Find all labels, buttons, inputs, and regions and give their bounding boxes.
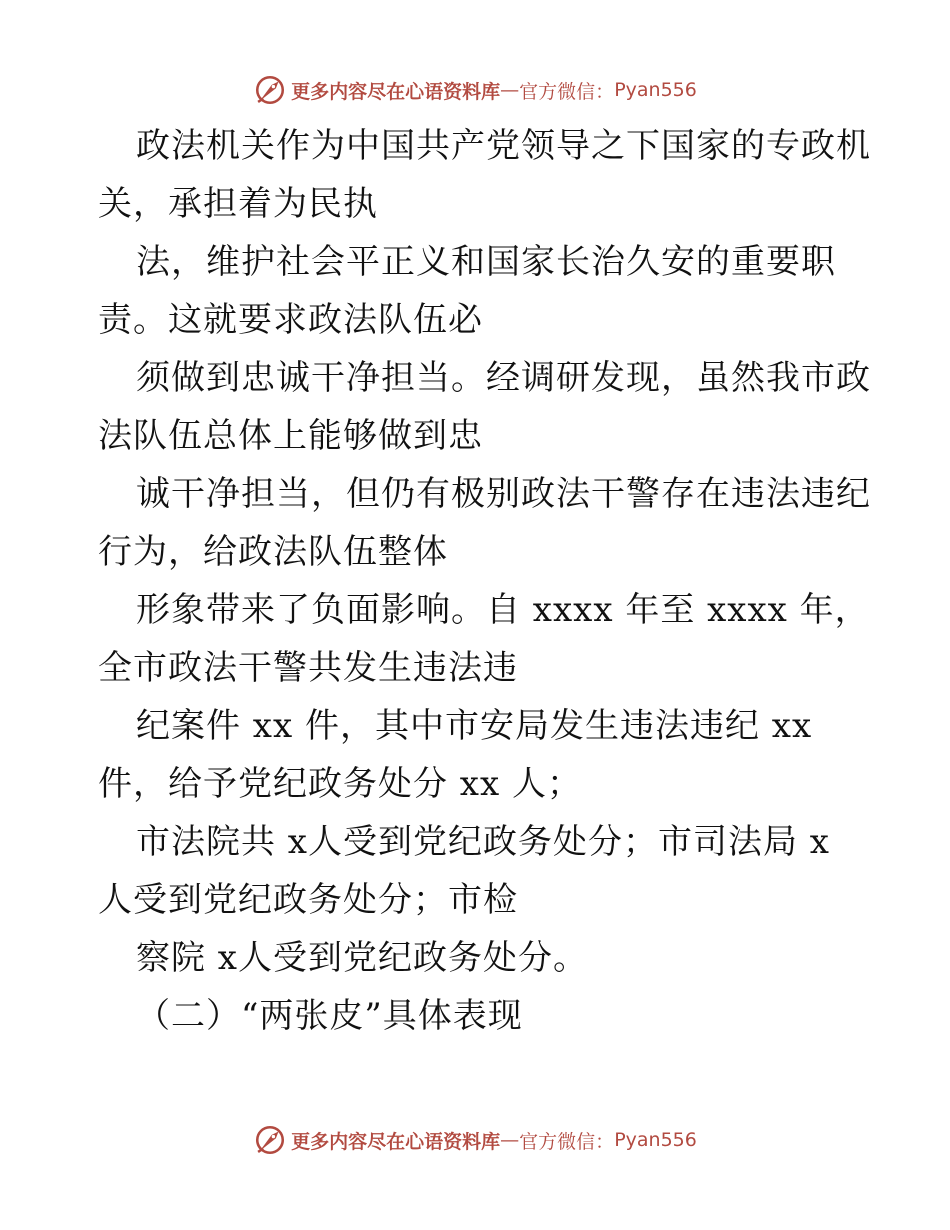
banner-wechat-id: Pyan556 xyxy=(614,79,697,101)
banner-main-text: 更多内容尽在心语资料库 xyxy=(291,1130,501,1153)
banner-wechat-id: Pyan556 xyxy=(614,1129,697,1151)
banner-dash: — xyxy=(500,1129,520,1151)
body-line: 全市政法干警共发生违法违 xyxy=(98,648,518,688)
body-line: 法队伍总体上能够做到忠 xyxy=(98,416,483,456)
body-line: 诚干净担当，但仍有极别政法干警存在违法违纪 xyxy=(136,474,871,514)
footer-banner xyxy=(0,1120,950,1160)
body-line: 关，承担着为民执 xyxy=(98,184,378,224)
body-line: 政法机关作为中国共产党领导之下国家的专政机 xyxy=(136,126,871,166)
pen-nib-logo-icon xyxy=(253,73,287,107)
banner-main-text: 更多内容尽在心语资料库 xyxy=(291,80,501,103)
banner-dash: — xyxy=(500,79,520,101)
body-line: 市法院共 x人受到党纪政务处分；市司法局 x xyxy=(136,822,830,862)
body-line: 纪案件 xx 件，其中市安局发生违法违纪 xx xyxy=(136,706,813,746)
banner-wechat-label: 官方微信： xyxy=(519,80,615,103)
body-line: 人受到党纪政务处分；市检 xyxy=(98,880,518,920)
body-line: 件，给予党纪政务处分 xx 人； xyxy=(98,764,582,804)
pen-nib-logo-icon xyxy=(253,1123,287,1157)
body-line: 法，维护社会平正义和国家长治久安的重要职 xyxy=(136,242,836,282)
header-banner xyxy=(0,70,950,110)
body-line: 行为，给政法队伍整体 xyxy=(98,532,448,572)
body-line: 须做到忠诚干净担当。经调研发现，虽然我市政 xyxy=(136,358,871,398)
section-heading: （二）“两张皮”具体表现 xyxy=(136,996,523,1036)
body-line: 形象带来了负面影响。自 xxxx 年至 xxxx 年， xyxy=(136,590,870,630)
banner-wechat-label: 官方微信： xyxy=(519,1130,615,1153)
body-line: 察院 x人受到党纪政务处分。 xyxy=(136,938,588,978)
body-line: 责。这就要求政法队伍必 xyxy=(98,300,483,340)
